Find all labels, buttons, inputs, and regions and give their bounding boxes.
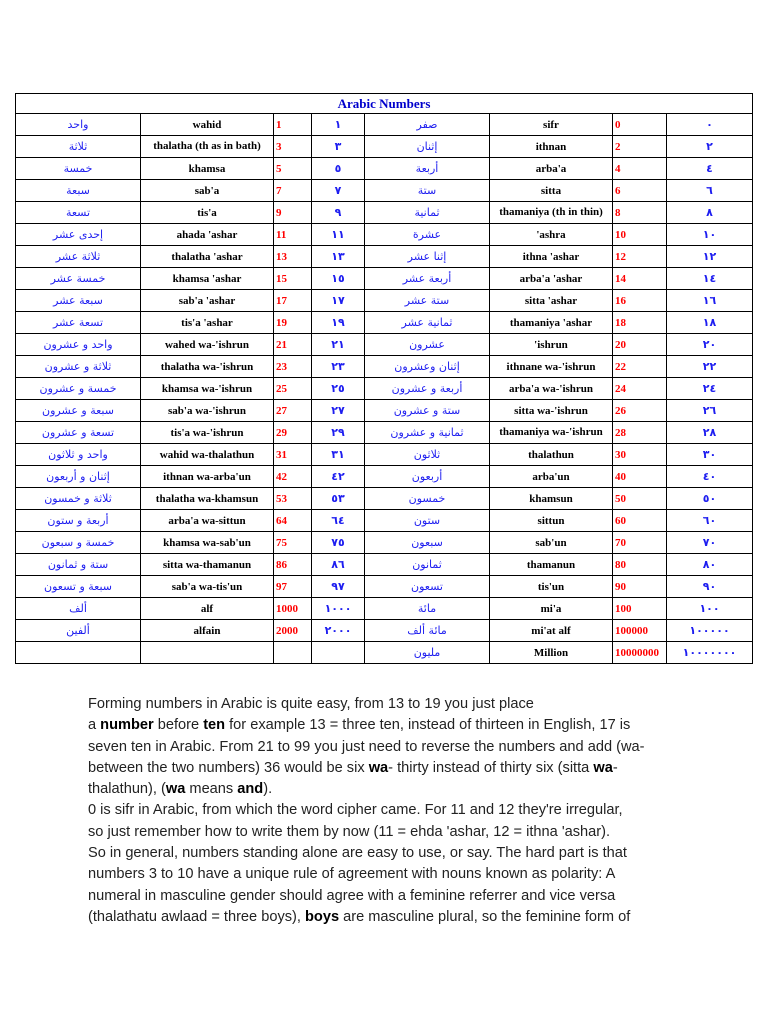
arabic-numeral-cell: ١٩ [312,312,365,334]
paragraph-line [88,779,678,800]
arabic-word-cell: تسعون [365,576,490,598]
paragraph-line [88,822,678,843]
arabic-numeral-cell: ٢٩ [312,422,365,444]
paragraph-line [88,715,678,736]
transliteration-cell: wahed wa-'ishrun [141,334,274,356]
table-row [16,598,753,620]
transliteration-cell: 'ashra [490,224,613,246]
explanation-paragraph [88,694,678,928]
western-numeral-cell: 64 [274,510,312,532]
arabic-word-cell [16,642,141,664]
table-row [16,532,753,554]
arabic-word-cell: واحد [16,114,141,136]
arabic-word-cell: عشرون [365,334,490,356]
table-row [16,576,753,598]
table-row [16,378,753,400]
western-numeral-cell: 25 [274,378,312,400]
western-numeral-cell: 30 [613,444,667,466]
arabic-word-cell: خمسة و عشرون [16,378,141,400]
western-numeral-cell: 7 [274,180,312,202]
arabic-word-cell: أربعة و عشرون [365,378,490,400]
western-numeral-cell [274,642,312,664]
arabic-numbers-table [15,93,753,664]
paragraph-text: (thalathatu awlaad = three boys), [88,908,306,925]
western-numeral-cell: 100 [613,598,667,620]
western-numeral-cell: 75 [274,532,312,554]
arabic-numeral-cell: ٦٠ [667,510,753,532]
transliteration-cell: sitta wa-thamanun [141,554,274,576]
transliteration-cell: thalatha 'ashar [141,246,274,268]
arabic-word-cell: تسعة [16,202,141,224]
table-row [16,114,753,136]
western-numeral-cell: 60 [613,510,667,532]
western-numeral-cell: 50 [613,488,667,510]
arabic-numeral-cell: ٩٠ [667,576,753,598]
arabic-word-cell: خمسة عشر [16,268,141,290]
arabic-numeral-cell: ٢ [667,136,753,158]
western-numeral-cell: 0 [613,114,667,136]
transliteration-cell: sab'a wa-tis'un [141,576,274,598]
paragraph-text: - [612,759,618,776]
arabic-word-cell: ثلاثة و خمسون [16,488,141,510]
western-numeral-cell: 9 [274,202,312,224]
transliteration-cell: ithna 'ashar [490,246,613,268]
western-numeral-cell: 3 [274,136,312,158]
arabic-numeral-cell: ٢٢ [667,356,753,378]
transliteration-cell: wahid [141,114,274,136]
table-row [16,400,753,422]
arabic-word-cell: ثمانية [365,202,490,224]
transliteration-cell: thamanun [490,554,613,576]
arabic-word-cell: مليون [365,642,490,664]
western-numeral-cell: 6 [613,180,667,202]
transliteration-cell: 'ishrun [490,334,613,356]
western-numeral-cell: 24 [613,378,667,400]
table-row [16,158,753,180]
arabic-numeral-cell: ٨ [667,202,753,224]
western-numeral-cell: 21 [274,334,312,356]
arabic-word-cell: سبعة عشر [16,290,141,312]
bold-term: wa [368,759,389,776]
arabic-word-cell: أربعون [365,466,490,488]
arabic-numeral-cell [312,642,365,664]
western-numeral-cell: 53 [274,488,312,510]
western-numeral-cell: 16 [613,290,667,312]
arabic-word-cell: سبعون [365,532,490,554]
arabic-word-cell: إثنان وعشرون [365,356,490,378]
paragraph-text: so just remember how to write them by now (11 = ehda 'ashar, 12 = ithna 'ashar). [88,823,611,840]
arabic-numeral-cell: ١٠٠٠٠٠٠٠ [667,642,753,664]
paragraph-line [88,907,678,928]
western-numeral-cell: 1000 [274,598,312,620]
transliteration-cell: khamsa wa-sab'un [141,532,274,554]
arabic-word-cell: ألفين [16,620,141,642]
arabic-numeral-cell: ١٧ [312,290,365,312]
arabic-numeral-cell: ٥٣ [312,488,365,510]
western-numeral-cell: 12 [613,246,667,268]
western-numeral-cell: 90 [613,576,667,598]
western-numeral-cell: 10000000 [613,642,667,664]
arabic-word-cell: تسعة عشر [16,312,141,334]
transliteration-cell: khamsun [490,488,613,510]
arabic-numeral-cell: ١٣ [312,246,365,268]
transliteration-cell: tis'a 'ashar [141,312,274,334]
arabic-word-cell: ألف [16,598,141,620]
arabic-numeral-cell: ٤ [667,158,753,180]
paragraph-line [88,758,678,779]
western-numeral-cell: 86 [274,554,312,576]
transliteration-cell: sab'un [490,532,613,554]
arabic-word-cell: خمسة [16,158,141,180]
transliteration-cell: ithnane wa-'ishrun [490,356,613,378]
arabic-numeral-cell: ٦ [667,180,753,202]
transliteration-cell: arba'a wa-'ishrun [490,378,613,400]
arabic-word-cell: أربعة عشر [365,268,490,290]
arabic-word-cell: ستون [365,510,490,532]
transliteration-cell: sab'a wa-'ishrun [141,400,274,422]
arabic-numeral-cell: ٢٠ [667,334,753,356]
paragraph-line [88,864,678,885]
western-numeral-cell: 18 [613,312,667,334]
arabic-word-cell: سبعة و عشرون [16,400,141,422]
arabic-numeral-cell: ١٥ [312,268,365,290]
transliteration-cell: thalathun [490,444,613,466]
transliteration-cell: arba'un [490,466,613,488]
paragraph-text: - thirty instead of thirty six (sitta [388,759,594,776]
western-numeral-cell: 27 [274,400,312,422]
transliteration-cell: sitta 'ashar [490,290,613,312]
paragraph-text: ). [263,781,273,798]
western-numeral-cell: 23 [274,356,312,378]
arabic-numeral-cell: ٥ [312,158,365,180]
transliteration-cell: khamsa [141,158,274,180]
paragraph-text: So in general, numbers standing alone are easy to use, or say. The hard part is that [88,845,627,862]
paragraph-text: numeral in masculine gender should agree with a feminine referrer and vice versa [88,887,616,904]
western-numeral-cell: 26 [613,400,667,422]
paragraph-text: a [88,717,101,734]
bold-term: wa [165,781,186,798]
arabic-numeral-cell: ٠ [667,114,753,136]
paragraph-text: between the two numbers) 36 would be six [88,759,369,776]
arabic-numeral-cell: ٩ [312,202,365,224]
arabic-numeral-cell: ٢٥ [312,378,365,400]
table-row [16,642,753,664]
table-row [16,554,753,576]
transliteration-cell: sitta [490,180,613,202]
table-title: Arabic Numbers [16,94,753,114]
arabic-word-cell: صفر [365,114,490,136]
table-row [16,290,753,312]
western-numeral-cell: 1 [274,114,312,136]
transliteration-cell: tis'un [490,576,613,598]
arabic-numeral-cell: ١٠ [667,224,753,246]
transliteration-cell: thalatha (th as in bath) [141,136,274,158]
arabic-word-cell: سبعة و تسعون [16,576,141,598]
transliteration-cell: alfain [141,620,274,642]
paragraph-text: before [153,717,204,734]
western-numeral-cell: 2 [613,136,667,158]
arabic-word-cell: ستة [365,180,490,202]
western-numeral-cell: 19 [274,312,312,334]
arabic-word-cell: أربعة و ستون [16,510,141,532]
western-numeral-cell: 29 [274,422,312,444]
table-row [16,224,753,246]
arabic-word-cell: ستة عشر [365,290,490,312]
transliteration-cell: sitta wa-'ishrun [490,400,613,422]
arabic-word-cell: ثلاثة [16,136,141,158]
western-numeral-cell: 42 [274,466,312,488]
transliteration-cell: tis'a [141,202,274,224]
western-numeral-cell: 70 [613,532,667,554]
transliteration-cell: arba'a wa-sittun [141,510,274,532]
arabic-numeral-cell: ٨٦ [312,554,365,576]
arabic-word-cell: مائة [365,598,490,620]
western-numeral-cell: 11 [274,224,312,246]
paragraph-text: Forming numbers in Arabic is quite easy, from 13 to 19 you just place [88,696,534,712]
transliteration-cell: arba'a 'ashar [490,268,613,290]
western-numeral-cell: 10 [613,224,667,246]
transliteration-cell: ahada 'ashar [141,224,274,246]
bold-term: boys [305,908,340,925]
arabic-word-cell: خمسة و سبعون [16,532,141,554]
paragraph-line [88,843,678,864]
transliteration-cell: tis'a wa-'ishrun [141,422,274,444]
western-numeral-cell: 4 [613,158,667,180]
western-numeral-cell: 97 [274,576,312,598]
transliteration-cell: ithnan [490,136,613,158]
arabic-word-cell: ثلاثة عشر [16,246,141,268]
paragraph-text: seven ten in Arabic. From 21 to 99 you just need to reverse the numbers and add (wa- [88,738,645,755]
western-numeral-cell: 100000 [613,620,667,642]
paragraph-text: for example 13 = three ten, instead of thirteen in English, 17 is [225,717,631,734]
arabic-numeral-cell: ٢٠٠٠ [312,620,365,642]
arabic-word-cell: إحدى عشر [16,224,141,246]
arabic-numeral-cell: ٣١ [312,444,365,466]
arabic-numeral-cell: ٦٤ [312,510,365,532]
arabic-word-cell: إثنان و أربعون [16,466,141,488]
table-row [16,202,753,224]
transliteration-cell: khamsa wa-'ishrun [141,378,274,400]
arabic-numeral-cell: ٧ [312,180,365,202]
arabic-word-cell: ستة و عشرون [365,400,490,422]
paragraph-text: means [185,781,238,798]
arabic-numeral-cell: ١٦ [667,290,753,312]
arabic-word-cell: ثلاثون [365,444,490,466]
paragraph-text: 0 is sifr in Arabic, from which the word cipher came. For 11 and 12 they're irregular, [88,802,623,819]
arabic-numeral-cell: ٢١ [312,334,365,356]
paragraph-line [88,886,678,907]
transliteration-cell: thamaniya (th in thin) [490,202,613,224]
bold-term: number [100,717,154,734]
arabic-numeral-cell: ٨٠ [667,554,753,576]
arabic-numeral-cell: ١ [312,114,365,136]
paragraph-line [88,737,678,758]
table-row [16,312,753,334]
arabic-numeral-cell: ٣٠ [667,444,753,466]
arabic-numeral-cell: ٧٠ [667,532,753,554]
western-numeral-cell: 17 [274,290,312,312]
transliteration-cell: thalatha wa-'ishrun [141,356,274,378]
arabic-numeral-cell: ١٠٠٠٠٠ [667,620,753,642]
transliteration-cell: mi'at alf [490,620,613,642]
arabic-numeral-cell: ١٨ [667,312,753,334]
arabic-numeral-cell: ٤٠ [667,466,753,488]
transliteration-cell: sab'a 'ashar [141,290,274,312]
western-numeral-cell: 13 [274,246,312,268]
arabic-word-cell: واحد و ثلاثون [16,444,141,466]
arabic-word-cell: ثمانون [365,554,490,576]
table-row [16,180,753,202]
table-row [16,466,753,488]
table-row [16,488,753,510]
table-row [16,268,753,290]
arabic-numeral-cell: ٤٢ [312,466,365,488]
bold-term: ten [203,717,226,734]
arabic-numeral-cell: ٢٤ [667,378,753,400]
transliteration-cell: arba'a [490,158,613,180]
western-numeral-cell: 20 [613,334,667,356]
arabic-numeral-cell: ١٤ [667,268,753,290]
table-row [16,246,753,268]
table-row [16,334,753,356]
transliteration-cell: khamsa 'ashar [141,268,274,290]
transliteration-cell: thamaniya wa-'ishrun [490,422,613,444]
transliteration-cell: sittun [490,510,613,532]
paragraph-line [88,694,678,715]
bold-term: wa [593,759,613,776]
arabic-numeral-cell: ١٢ [667,246,753,268]
western-numeral-cell: 22 [613,356,667,378]
arabic-word-cell: ثمانية و عشرون [365,422,490,444]
arabic-word-cell: إثنان [365,136,490,158]
arabic-numeral-cell: ٢٧ [312,400,365,422]
arabic-word-cell: تسعة و عشرون [16,422,141,444]
arabic-word-cell: خمسون [365,488,490,510]
western-numeral-cell: 40 [613,466,667,488]
arabic-word-cell: عشرة [365,224,490,246]
paragraph-text: numbers 3 to 10 have a unique rule of agreement with nouns known as polarity: A [88,866,616,883]
table-row [16,422,753,444]
transliteration-cell: thamaniya 'ashar [490,312,613,334]
arabic-numeral-cell: ٥٠ [667,488,753,510]
table-row [16,510,753,532]
transliteration-cell: Million [490,642,613,664]
transliteration-cell: alf [141,598,274,620]
transliteration-cell: ithnan wa-arba'un [141,466,274,488]
transliteration-cell [141,642,274,664]
arabic-numeral-cell: ٧٥ [312,532,365,554]
table-row [16,136,753,158]
transliteration-cell: sifr [490,114,613,136]
bold-term: and [237,781,264,798]
paragraph-text: are masculine plural, so the feminine form of [339,908,631,925]
table-row [16,620,753,642]
western-numeral-cell: 28 [613,422,667,444]
paragraph-text: thalathun), ( [88,781,166,798]
western-numeral-cell: 15 [274,268,312,290]
paragraph-line [88,800,678,821]
transliteration-cell: mi'a [490,598,613,620]
arabic-word-cell: ستة و ثمانون [16,554,141,576]
transliteration-cell: wahid wa-thalathun [141,444,274,466]
arabic-numeral-cell: ٩٧ [312,576,365,598]
western-numeral-cell: 2000 [274,620,312,642]
table-row [16,444,753,466]
western-numeral-cell: 5 [274,158,312,180]
table-row [16,356,753,378]
arabic-word-cell: واحد و عشرون [16,334,141,356]
arabic-word-cell: ثلاثة و عشرون [16,356,141,378]
arabic-numeral-cell: ٣ [312,136,365,158]
arabic-word-cell: سبعة [16,180,141,202]
western-numeral-cell: 31 [274,444,312,466]
arabic-word-cell: أربعة [365,158,490,180]
arabic-numeral-cell: ١٠٠ [667,598,753,620]
arabic-word-cell: مائة ألف [365,620,490,642]
arabic-word-cell: ثمانية عشر [365,312,490,334]
western-numeral-cell: 8 [613,202,667,224]
arabic-numeral-cell: ٢٦ [667,400,753,422]
western-numeral-cell: 14 [613,268,667,290]
arabic-numeral-cell: ٢٨ [667,422,753,444]
arabic-numeral-cell: ١١ [312,224,365,246]
arabic-word-cell: إثنا عشر [365,246,490,268]
transliteration-cell: sab'a [141,180,274,202]
transliteration-cell: thalatha wa-khamsun [141,488,274,510]
western-numeral-cell: 80 [613,554,667,576]
arabic-numeral-cell: ٢٣ [312,356,365,378]
arabic-numeral-cell: ١٠٠٠ [312,598,365,620]
